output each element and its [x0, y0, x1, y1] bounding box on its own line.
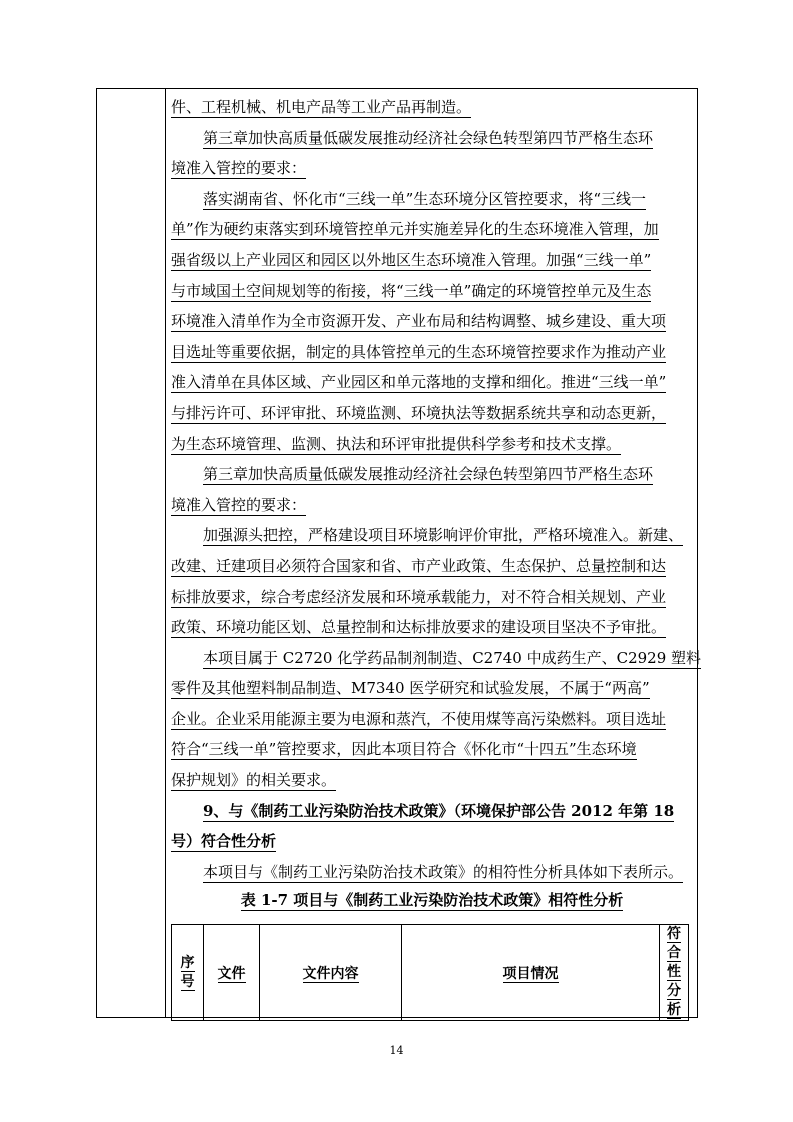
- body-line: 保护规划》的相关要求。: [171, 771, 337, 790]
- body-line: 零件及其他塑料制品制造、M7340 医学研究和试验发展，不属于“两高”: [171, 679, 650, 698]
- body-line: 强省级以上产业园区和园区以外地区生态环境准入管理。加强“三线一单”: [171, 250, 652, 269]
- body-line: 符合“三线一单”管控要求，因此本项目符合《怀化市“十四五”生态环境: [171, 740, 637, 759]
- left-column-cell: [96, 88, 166, 1018]
- header-file: 文件: [204, 925, 260, 1021]
- section-heading-line2: 号）符合性分析: [171, 832, 277, 851]
- header-project: 项目情况: [402, 925, 660, 1021]
- header-conformity: 符 合 性 分 析: [660, 925, 689, 1021]
- body-line: 单”作为硬约束落实到环境管控单元并实施差异化的生态环境准入管理，加: [171, 220, 659, 239]
- body-line: 第三章加快高质量低碳发展推动经济社会绿色转型第四节严格生态环: [203, 128, 654, 147]
- table-header-row: [172, 925, 689, 1021]
- body-line: 为生态环境管理、监测、执法和环评审批提供科学参考和技术支撑。: [171, 434, 622, 453]
- conformity-table: [171, 924, 689, 1021]
- header-seq: 序 号: [172, 925, 204, 1021]
- body-line: 境准入管控的要求：: [171, 495, 307, 514]
- table-caption: 表 1-7 项目与《制药工业污染防治技术政策》相符性分析: [240, 891, 624, 910]
- body-line: 落实湖南省、怀化市“三线一单”生态环境分区管控要求，将“三线一: [203, 189, 647, 208]
- body-line: 本项目属于 C2720 化学药品制剂制造、C2740 中成药生产、C2929 塑料: [203, 648, 702, 667]
- body-line: 企业。企业采用能源主要为电源和蒸汽，不使用煤等高污染燃料。项目选址: [171, 709, 667, 728]
- body-line: 政策、环境功能区划、总量控制和达标排放要求的建设项目坚决不予审批。: [171, 618, 667, 637]
- body-line: 加强源头把控，严格建设项目环境影响评价审批，严格环境准入。新建、: [203, 526, 684, 545]
- body-line: 第三章加快高质量低碳发展推动经济社会绿色转型第四节严格生态环: [203, 465, 654, 484]
- page-number: 14: [389, 1044, 404, 1057]
- body-line: 改建、迁建项目必须符合国家和省、市产业政策、生态保护、总量控制和达: [171, 556, 667, 575]
- section-heading-line1: 9、与《制药工业污染防治技术政策》（环境保护部公告 2012 年第 18: [203, 801, 675, 820]
- body-line: 与排污许可、环评审批、环境监测、环境执法等数据系统共享和动态更新，: [171, 403, 667, 422]
- body-line: 件、工程机械、机电产品等工业产品再制造。: [171, 98, 472, 116]
- header-content: 文件内容: [260, 925, 402, 1021]
- body-line: 境准入管控的要求：: [171, 159, 307, 178]
- body-line: 准入清单在具体区域、产业园区和单元落地的支撑和细化。推进“三线一单”: [171, 373, 667, 392]
- body-text: [171, 92, 702, 796]
- content-cell: [171, 92, 702, 913]
- body-line: 目选址等重要依据，制定的具体管控单元的生态环境管控要求作为推动产业: [171, 342, 667, 361]
- body-line: 环境准入清单作为全市资源开发、产业布局和结构调整、城乡建设、重大项: [171, 312, 667, 331]
- body-line: 标排放要求，综合考虑经济发展和环境承载能力，对不符合相关规划、产业: [171, 587, 667, 606]
- section-intro: 本项目与《制药工业污染防治技术政策》的相符性分析具体如下表所示。: [203, 862, 684, 881]
- body-line: 与市域国土空间规划等的衔接，将“三线一单”确定的环境管控单元及生态: [171, 281, 652, 300]
